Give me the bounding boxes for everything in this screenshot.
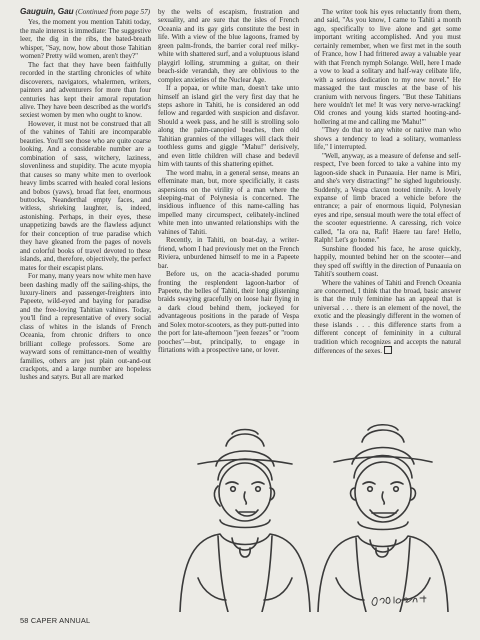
paragraph: Yes, the moment you mention Tahiti today, the male interest is immediate: The suggestive leer, the dig in the ribs, the bated-breath whisper, "Say, now, how about those Tahitian women? Pretty wild women, aren't they?" (20, 18, 151, 61)
continued-note: (Continued from page 57) (75, 8, 151, 16)
paragraph: The writer took his eyes reluctantly from them, and said, "As you know, I came to Tahiti a month ago, specifically to live alone and get some important writing accomplished. And you must certainly remember, when we first met in the south of France, how I had frittered away a valuable year with that French nymph Solange. Well, here I made a vow to lead a solitary and half-way celibate life, with a serious dedication to my new novel." He massaged the taut muscles at the base of his cranium with nervous fingers. "But these Tahitians here wouldn't let me! It was very nerve-wracking! Old crones and young kids started hooting-and-hollering at me and calling me 'Mahu!'" (314, 8, 461, 126)
right-man-figure (318, 425, 448, 612)
paragraph: by the welts of escapism, frustration and sexuality, and are sure that the isles of French Oceania and its gay girls constitute the best in life. With a view of the blue lagoons, framed by green palm-fronds, the barrier coral reef milky-white with shattered surf, and a voluptuous island playgirl lolling, strumming a guitar, on their beach-side verandah, they are oblivious to the complex anxieties of the Nuclear Age. (158, 8, 299, 84)
paragraph: The word mahu, in a general sense, means an effeminate man, but, more specificially, it casts aspersions on the virility of a man where the sleeping-mat of Polynesia is concerned. The insidious influence of this name-calling has impelled many circumspect, celibately-inclined white men into unwanted relationships with the vahines of Tahiti. (158, 168, 299, 236)
text-column-1 (20, 8, 151, 382)
artist-signature (372, 596, 426, 605)
text-column-2 (158, 8, 299, 355)
left-man-figure (180, 430, 310, 613)
paragraph: However, it must not be construed that all of the vahines of Tahiti are incomparable beauties. You'll see those who are quite coarse looking. And a considerable number are a combination of sass, witchery, laziness, slovenliness and stupidity. The acute myopia that causes so many white men to overlook heavy limbs scarred with healed coral lesions and bobos (yaws), broad flat feet, enormous buttocks, Neanderthal empty faces, and witless, shrieking laughter, is, indeed, astonishing. Perhaps, in their eyes, these unappetizing bawds are the flawless adjunct for their conception of true paradise which they have gleaned from the pages of novels and colorful books of travel devoted to these islands, and, therefore, objectively, the perfect mates for their escapist plans. (20, 119, 151, 272)
paragraph: Before us, on the acacia-shaded porumu fronting the resplendent lagoon-harbor of Papeete, the belles of Tahiti, their long glistening braids swaying gracefully on loose hair flying in a dark cloud behind them, jockeyed for advantageous positions in the parade of Vespa and Solex motor-scooters, as they putt-putted into the port for late-afternoon "jeen feezes" or "room pooches"—but, principally, to engage in flirtations with a prospective tane, or lover. (158, 270, 299, 355)
paragraph: Sunshine flooded his face, he arose quickly, happily, mounted behind her on the scooter—and they sped off swiftly in the direction of Punaauia on Tahiti's southern coast. (314, 244, 461, 279)
article-header (20, 8, 151, 16)
paragraph: "They do that to any white or native man who shows a tendency to lead a solitary, womanless life," I interrupted. (314, 126, 461, 152)
paragraph: For many, many years now white men have been dashing madly off the sailing-ships, the luxury-liners and passenger-freighters into Papeete, wild-eyed and baying for paradise and the free-loving Tahitian vahines. Today, you'll find a representative of every social class of whites in the islands of French Oceania, from chronic drifters to once brilliant college professors. Some are wayward sons of remittance-men of wealthy families, others are just plain out-and-out crackpots, and a large number are hopeless lushes and satyrs. But all are marked (20, 272, 151, 382)
cartoon-illustration (158, 388, 458, 612)
page-footer: 58 CAPER ANNUAL (20, 616, 91, 625)
paragraph: "Well, anyway, as a measure of defense and self-respect, I've been forced to take a vahine into my lagoon-side shack in Punaauia. Her name is Miri, and she's very distracting!" he sighed lugubriously. Suddenly, a Vespa claxon tooted tinnily. A lovely expanse of limb braced a vehicle before the entrance; a pair of enormous liquid, Polynesian eyes and ripe, sensual mouth were the total effect of the scooter equestrienne. A caressing, rich voice called, "Ia ora na, Rafi! Haere tau fare! Hello, Ralph! Let's go home." (314, 151, 461, 245)
article-title: Gauguin, Gau (20, 7, 74, 16)
paragraph: Recently, in Tahiti, on boat-day, a writer-friend, whom I had previously met on the French Riviera, unburdened himself to me in a Papeete bar. (158, 236, 299, 270)
paragraph: The fact that they have been faithfully recorded in the startling chronicles of white discoverers, navigators, whalermen, writers, painters and adventurers for more than four centuries has kept their amoral reputation alive. They have been described as the world's sexiest women by men who ought to know. (20, 60, 151, 120)
end-of-article-mark (384, 346, 392, 354)
paragraph (314, 279, 461, 356)
text-column-3 (314, 8, 461, 356)
paragraph: If a popaa, or white man, doesn't take unto himself an island girl the very first day that he steps ashore in Tahiti, he is considered an odd fellow and regarded with suspicion and disfavor. Should a week pass, and he still is strolling solo along the palm-canopied beaches, then old Tahitian grannies of the villages will clack their toothless gums and giggle "Mahu!" derisively, and even little children will chase and bedevil him with taunts of this shattering epithet. (158, 84, 299, 169)
paragraph-text: Where the vahines of Tahiti and French Oceania are concerned, I think that the broad, basic answer is that the truly feminine has an appeal that is universal . . . there is an element of the novel, the exotic and the pleasingly different in the women of these islands . . . this difference starts from a different concept of femininity in a cultural tradition which recognizes and accepts the natural differences of the sexes. (314, 278, 461, 356)
